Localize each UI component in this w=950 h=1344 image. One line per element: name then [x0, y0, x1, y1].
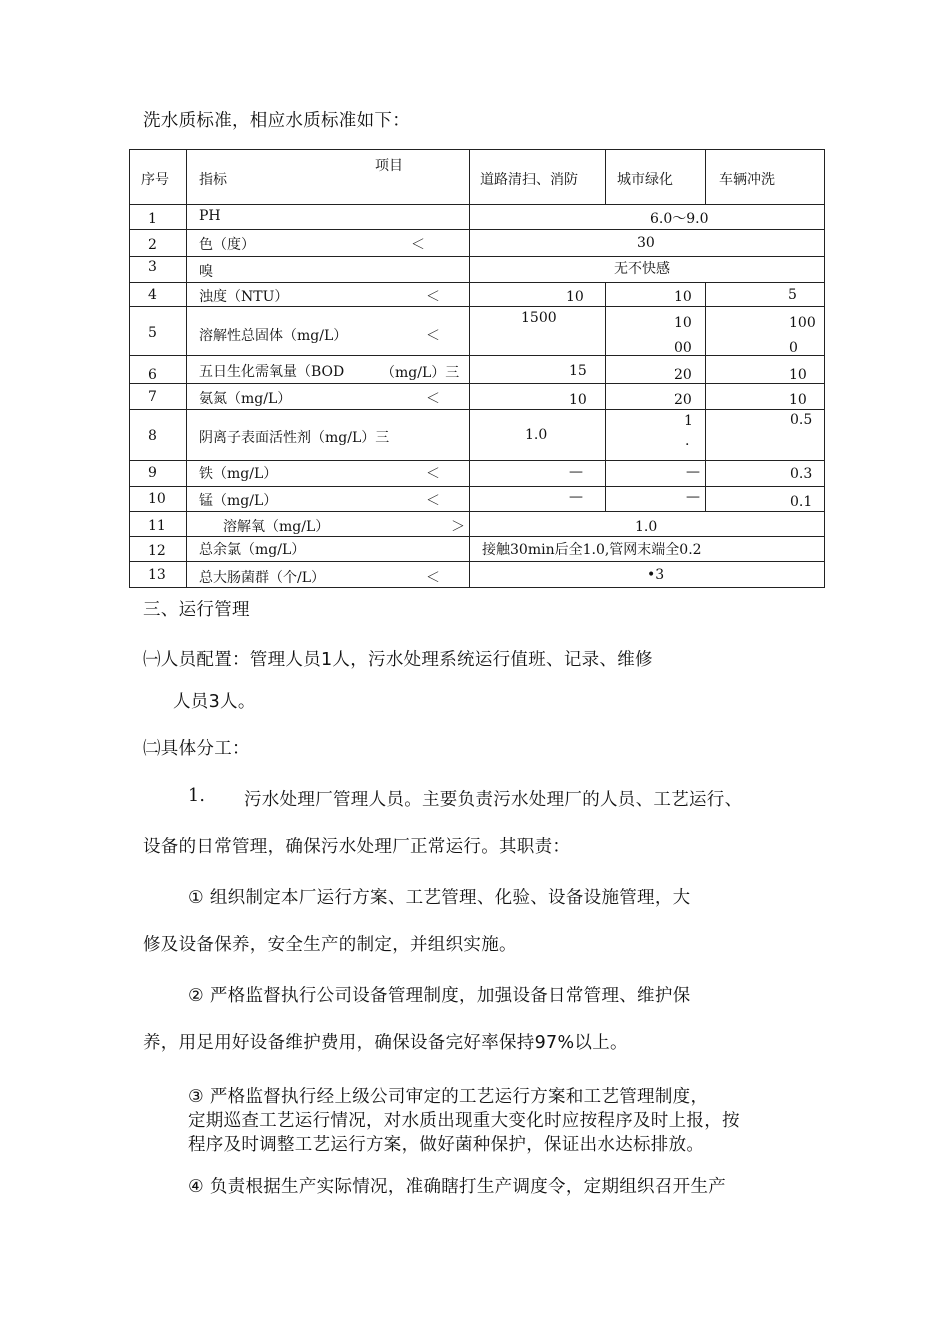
row-name: 嗅	[199, 264, 213, 280]
value-car: 0.3	[790, 466, 813, 482]
value-road: 10	[566, 289, 584, 305]
header-road: 道路清扫、消防	[480, 172, 578, 188]
row-merged-value: 接触30min后全1.0,管网末端全0.2	[482, 542, 702, 558]
duty2-text-cont: 养，用足用好设备维护费用，确保设备完好率保持97%以上。	[143, 1033, 628, 1053]
duty4-text: ④ 负责根据生产实际情况，准确瞎打生产调度令，定期组织召开生产	[188, 1177, 727, 1197]
paragraph-division: ㈡具体分工：	[143, 739, 250, 759]
row-name: 溶解性总固体（mg/L）	[199, 328, 348, 344]
row-merged-value: 无不快感	[614, 261, 670, 277]
row-name: 锰（mg/L）	[199, 493, 278, 509]
row-number: 1	[148, 211, 157, 227]
header-green: 城市绿化	[617, 172, 673, 188]
value-green: 20	[674, 392, 692, 408]
row-name: 铁（mg/L）	[199, 466, 278, 482]
row-mark: ＜	[426, 391, 440, 407]
row-name: 浊度（NTU）	[199, 289, 289, 305]
value-car: 10	[789, 367, 807, 383]
row-number: 3	[148, 259, 157, 275]
item-number: 1.	[188, 786, 206, 806]
value-car: 0.1	[790, 494, 813, 510]
row-mark: ＞	[451, 519, 465, 535]
value-green: 1	[684, 413, 693, 429]
row-number: 11	[148, 518, 166, 534]
row-name: 溶解氧（mg/L）	[223, 519, 330, 535]
value-car: 10	[789, 392, 807, 408]
row-name: 五日生化需氧量（BOD	[199, 364, 345, 380]
row-number: 13	[148, 567, 166, 583]
value-green: —	[686, 489, 700, 505]
paragraph-staffing: ㈠人员配置：管理人员1人，污水处理系统运行值班、记录、维修	[143, 650, 653, 670]
paragraph-staffing-cont: 人员3人。	[173, 692, 256, 712]
row-merged-value: •3	[647, 567, 665, 583]
value-road: —	[569, 489, 583, 505]
value-green: 10	[674, 315, 692, 331]
value-road: 1.0	[525, 427, 548, 443]
row-name: 氨氮（mg/L）	[199, 391, 292, 407]
header-item-top: 项目	[375, 158, 403, 174]
row-number: 12	[148, 543, 166, 559]
header-item-bottom: 指标	[199, 172, 227, 188]
value-road: 10	[569, 392, 587, 408]
row-name: 总大肠菌群（个/L）	[199, 570, 326, 586]
row-number: 7	[148, 389, 157, 405]
value-green: 00	[674, 340, 692, 356]
value-green: 20	[674, 367, 692, 383]
value-car: 0	[789, 340, 798, 356]
row-mark: ＜	[426, 328, 440, 344]
row-number: 6	[148, 367, 157, 383]
row-number: 10	[148, 491, 166, 507]
value-car: 0.5	[790, 412, 813, 428]
row-number: 5	[148, 325, 157, 341]
duty3-text-cont: 程序及时调整工艺运行方案，做好菌种保护，保证出水达标排放。	[188, 1135, 705, 1155]
duty1-text: ① 组织制定本厂运行方案、工艺管理、化验、设备设施管理，大	[188, 888, 691, 908]
value-car: 5	[788, 287, 797, 303]
row-mark: ＜	[411, 237, 425, 253]
row-number: 9	[148, 465, 157, 481]
item1-text: 污水处理厂管理人员。主要负责污水处理厂的人员、工艺运行、	[244, 790, 743, 810]
value-road: —	[569, 464, 583, 480]
row-number: 4	[148, 287, 157, 303]
duty3-text: ③ 严格监督执行经上级公司审定的工艺运行方案和工艺管理制度，	[188, 1087, 709, 1107]
value-road: 15	[569, 363, 587, 379]
row-mark: ＜	[426, 570, 440, 586]
row-number: 2	[148, 237, 157, 253]
value-green: 10	[674, 289, 692, 305]
row-name: 色（度）	[199, 237, 255, 253]
value-car: 100	[789, 315, 816, 331]
duty2-text: ② 严格监督执行公司设备管理制度，加强设备日常管理、维护保	[188, 986, 691, 1006]
intro-text: 洗水质标准，相应水质标准如下：	[143, 111, 410, 131]
row-merged-value: 6.0～9.0	[650, 211, 709, 227]
header-xh: 序号	[141, 172, 169, 188]
row-mark: ＜	[426, 493, 440, 509]
item1-text-cont: 设备的日常管理，确保污水处理厂正常运行。其职责：	[143, 837, 571, 857]
duty3-text-cont: 定期巡查工艺运行情况，对水质出现重大变化时应按程序及时上报，按	[188, 1111, 740, 1131]
duty1-text-cont: 修及设备保养，安全生产的制定，并组织实施。	[143, 935, 517, 955]
value-road: 1500	[521, 310, 557, 326]
value-green: —	[686, 464, 700, 480]
row-mark: ＜	[426, 289, 440, 305]
row-mark: （mg/L）三	[381, 365, 460, 381]
section-heading: 三、运行管理	[143, 600, 250, 620]
row-name: PH	[199, 208, 221, 224]
row-number: 8	[148, 428, 157, 444]
value-green: .	[685, 433, 690, 449]
header-car: 车辆冲洗	[719, 172, 775, 188]
row-name: 阴离子表面活性剂（mg/L）三	[199, 430, 390, 446]
row-merged-value: 30	[637, 235, 655, 251]
row-merged-value: 1.0	[635, 519, 658, 535]
water-quality-table	[129, 149, 825, 588]
row-mark: ＜	[426, 466, 440, 482]
row-name: 总余氯（mg/L）	[199, 542, 306, 558]
